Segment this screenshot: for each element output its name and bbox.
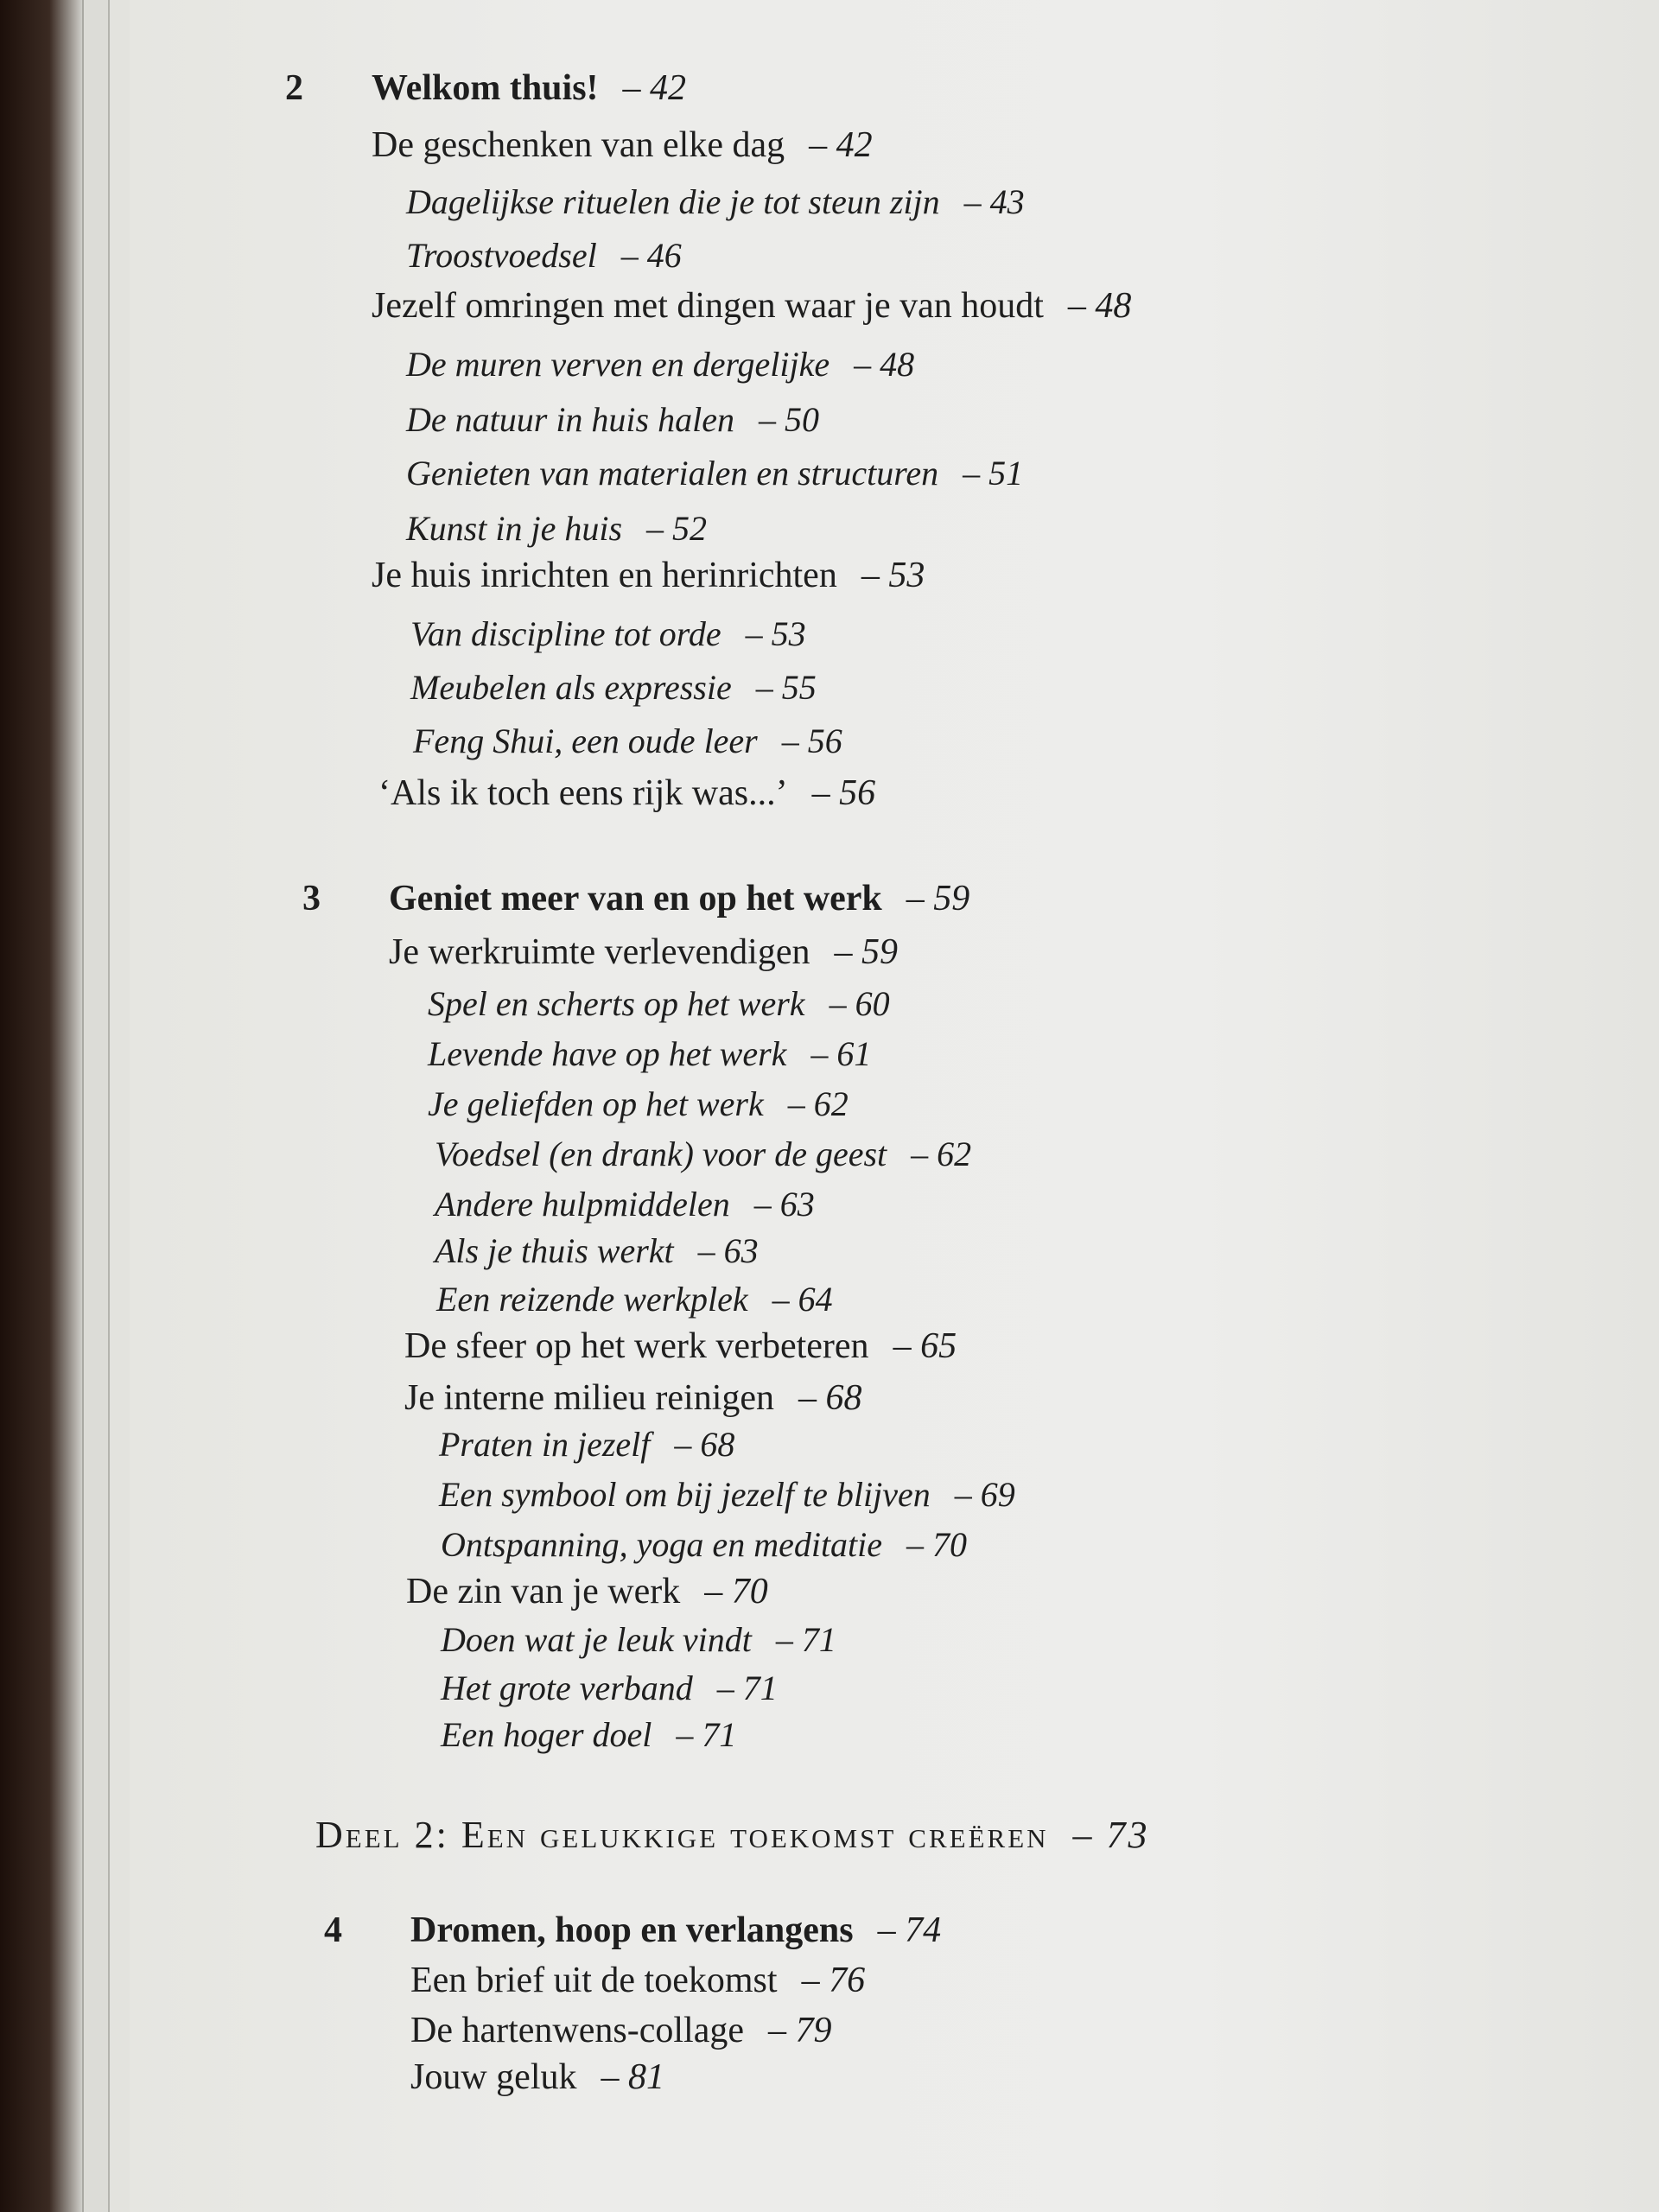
toc-entry: Meubelen als expressie– 55 <box>410 667 817 708</box>
toc-entry: ‘Als ik toch eens rijk was...’– 56 <box>378 772 875 814</box>
toc-entry: Jouw geluk– 81 <box>410 2056 664 2098</box>
toc-entry: Je interne milieu reinigen– 68 <box>404 1377 862 1419</box>
toc-entry: Een hoger doel– 71 <box>441 1714 736 1755</box>
part-label: Deel 2: <box>315 1814 449 1856</box>
toc-entry: Een symbool om bij jezelf te blijven– 69 <box>439 1474 1015 1515</box>
toc-entry: Je huis inrichten en herinrichten– 53 <box>372 555 925 596</box>
toc-entry: Dagelijkse rituelen die je tot steun zijn– 43 <box>406 181 1025 222</box>
toc-entry: Een reizende werkplek– 64 <box>436 1279 833 1319</box>
toc-entry: Andere hulpmiddelen– 63 <box>435 1184 815 1224</box>
chapter-title: Welkom thuis! <box>372 68 599 108</box>
chapter-heading <box>324 1910 942 1951</box>
page-number: – 73 <box>1073 1814 1150 1856</box>
chapter-heading <box>285 67 687 109</box>
toc-entry: Levende have op het werk– 61 <box>428 1033 871 1074</box>
toc-entry: De zin van je werk– 70 <box>406 1571 768 1612</box>
toc-entry: Troostvoedsel– 46 <box>406 235 682 276</box>
chapter-title: Geniet meer van en op het werk <box>389 879 882 918</box>
part-title: Een gelukkige toekomst creëren <box>461 1814 1049 1856</box>
toc-entry: Jezelf omringen met dingen waar je van houdt– 48 <box>372 285 1131 327</box>
chapter-title: Dromen, hoop en verlangens <box>410 1910 854 1950</box>
chapter-number: 2 <box>285 68 303 108</box>
part-heading <box>315 1813 1150 1857</box>
chapter-number: 3 <box>302 879 321 918</box>
toc-entry: Praten in jezelf– 68 <box>439 1424 734 1465</box>
toc-entry: De muren verven en dergelijke– 48 <box>406 344 914 385</box>
chapter-heading <box>302 878 970 919</box>
toc-entry: De sfeer op het werk verbeteren– 65 <box>404 1325 957 1367</box>
toc-entry: Het grote verband– 71 <box>441 1668 778 1708</box>
toc-entry: Feng Shui, een oude leer– 56 <box>413 721 842 761</box>
page-number: – 59 <box>906 879 970 918</box>
toc-entry: Genieten van materialen en structuren– 51 <box>406 453 1023 493</box>
toc-entry: Je geliefden op het werk– 62 <box>428 1084 849 1124</box>
toc-entry: Een brief uit de toekomst– 76 <box>410 1960 865 2001</box>
toc-entry: Voedsel (en drank) voor de geest– 62 <box>435 1134 971 1174</box>
toc-entry: Doen wat je leuk vindt– 71 <box>441 1619 836 1660</box>
toc-entry: Van discipline tot orde– 53 <box>410 613 806 654</box>
toc-entry: Kunst in je huis– 52 <box>406 508 707 549</box>
toc-entry: Je werkruimte verlevendigen– 59 <box>389 931 898 973</box>
toc-entry: Als je thuis werkt– 63 <box>435 1230 759 1271</box>
toc-entry: Ontspanning, yoga en meditatie– 70 <box>441 1524 967 1565</box>
chapter-number: 4 <box>324 1910 342 1950</box>
toc-entry: De geschenken van elke dag– 42 <box>372 124 873 166</box>
page-number: – 42 <box>623 68 687 108</box>
toc-entry: Spel en scherts op het werk– 60 <box>428 983 890 1024</box>
page-number: – 74 <box>878 1910 942 1950</box>
toc-entry: De hartenwens-collage– 79 <box>410 2010 831 2051</box>
toc-entry: De natuur in huis halen– 50 <box>406 399 819 440</box>
